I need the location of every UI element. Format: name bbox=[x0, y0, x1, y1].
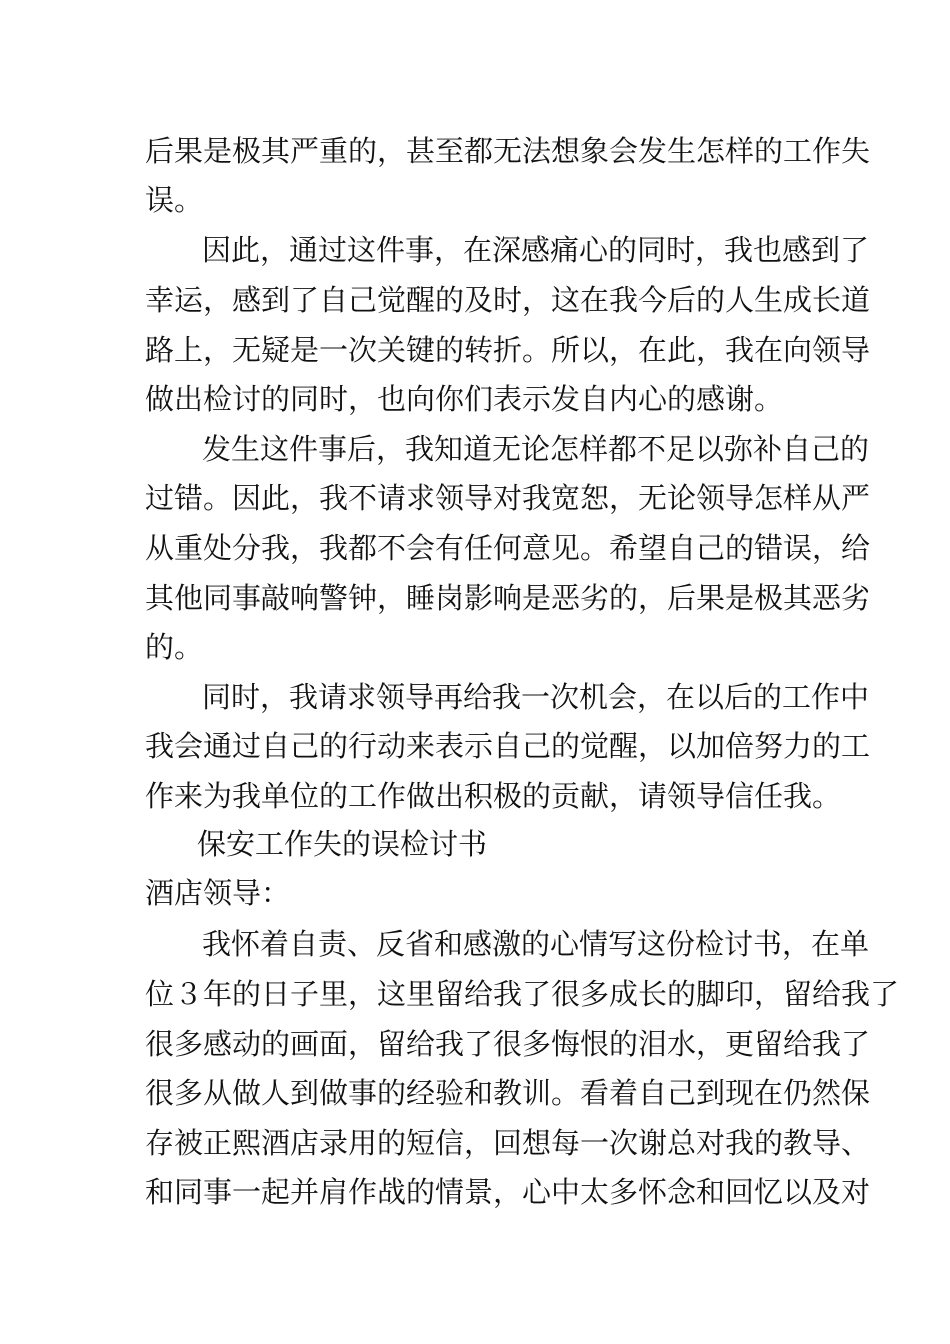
paragraph-line: 过错。因此，我不请求领导对我宽恕，无论领导怎样从严 bbox=[145, 481, 871, 515]
salutation: 酒店领导： bbox=[145, 876, 291, 910]
paragraph-line: 发生这件事后，我知道无论怎样都不足以弥补自己的 bbox=[202, 432, 870, 466]
paragraph-line: 很多从做人到做事的经验和教训。看着自己到现在仍然保 bbox=[145, 1076, 871, 1110]
paragraph-line: 和同事一起并肩作战的情景，心中太多怀念和回忆以及对 bbox=[145, 1175, 871, 1209]
paragraph-line: 误。 bbox=[145, 183, 204, 217]
paragraph-line: 从重处分我，我都不会有任何意见。希望自己的错误，给 bbox=[145, 531, 871, 565]
paragraph-line: 很多感动的画面，留给我了很多悔恨的泪水，更留给我了 bbox=[145, 1027, 871, 1061]
paragraph-line: 做出检讨的同时，也向你们表示发自内心的感谢。 bbox=[145, 382, 784, 416]
paragraph-line: 的。 bbox=[145, 630, 204, 664]
paragraph-line: 存被正熙酒店录用的短信，回想每一次谢总对我的教导、 bbox=[145, 1126, 871, 1160]
paragraph-line: 作来为我单位的工作做出积极的贡献，请领导信任我。 bbox=[145, 779, 842, 813]
section-title: 保安工作失的误检讨书 bbox=[197, 827, 488, 861]
paragraph-line: 我会通过自己的行动来表示自己的觉醒，以加倍努力的工 bbox=[145, 729, 871, 763]
paragraph-line: 因此，通过这件事，在深感痛心的同时，我也感到了 bbox=[202, 233, 870, 267]
paragraph-line: 位３年的日子里，这里留给我了很多成长的脚印，留给我了 bbox=[145, 977, 900, 1011]
paragraph-line: 我怀着自责、反省和感激的心情写这份检讨书，在单 bbox=[202, 927, 870, 961]
paragraph-line: 同时，我请求领导再给我一次机会，在以后的工作中 bbox=[202, 680, 870, 714]
paragraph-line: 路上，无疑是一次关键的转折。所以，在此，我在向领导 bbox=[145, 333, 871, 367]
paragraph-line: 其他同事敲响警钟，睡岗影响是恶劣的，后果是极其恶劣 bbox=[145, 581, 871, 615]
paragraph-line: 幸运，感到了自己觉醒的及时，这在我今后的人生成长道 bbox=[145, 283, 871, 317]
paragraph-line: 后果是极其严重的，甚至都无法想象会发生怎样的工作失 bbox=[145, 134, 871, 168]
